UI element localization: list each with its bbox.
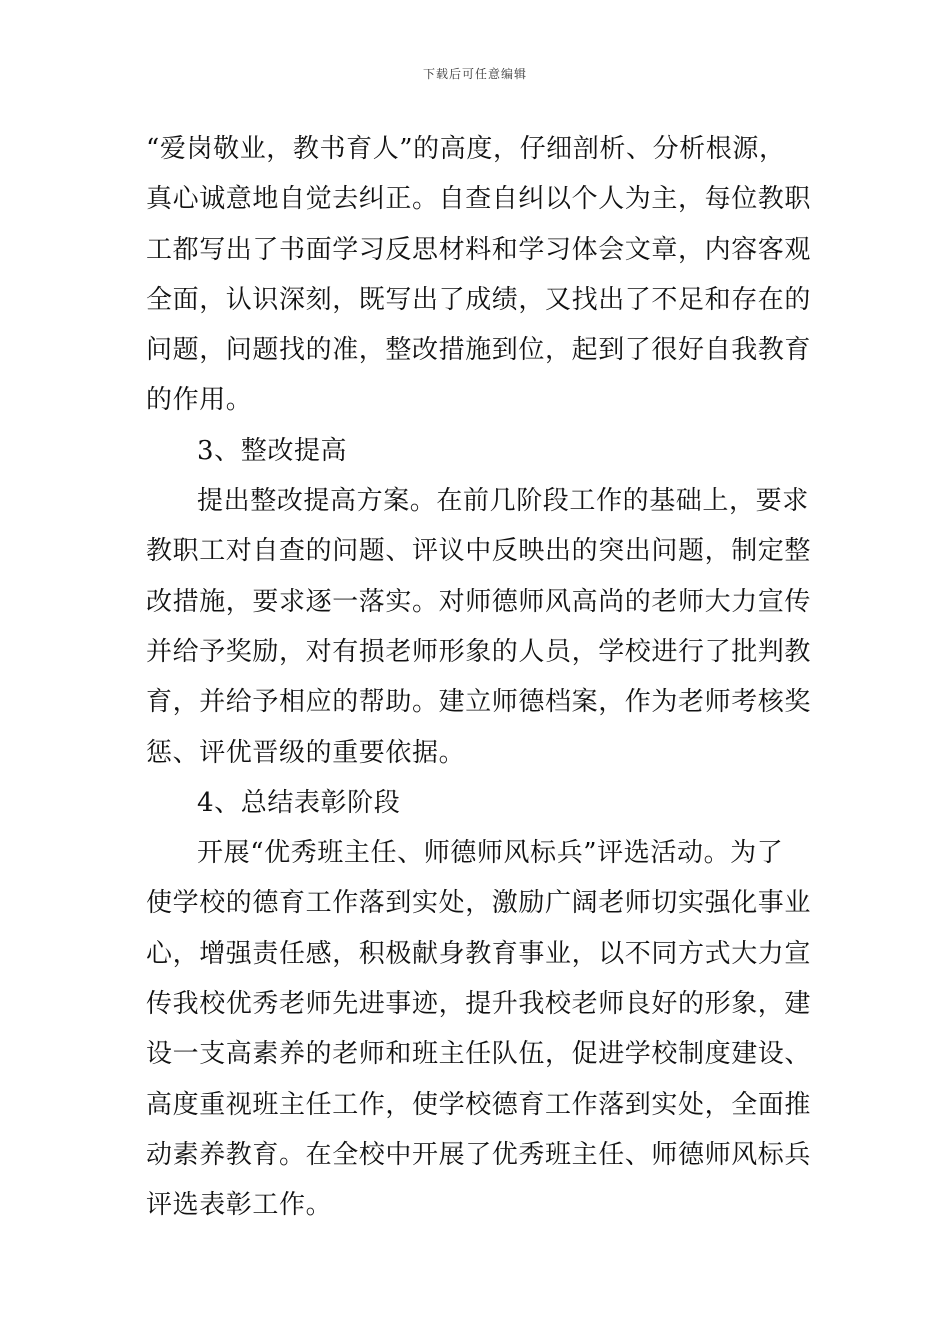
text-line: 高度重视班主任工作，使学校德育工作落到实处，全面推 [146, 1089, 812, 1120]
text-line: 改措施，要求逐一落实。对师德师风高尚的老师大力宣传 [146, 586, 812, 617]
page-header: 下载后可任意编辑 [422, 67, 527, 81]
text-line: 心，增强责任感，积极献身教育事业，以不同方式大力宣 [146, 938, 812, 969]
paragraph [146, 476, 810, 778]
section-heading [146, 426, 810, 476]
section-heading [146, 778, 810, 828]
text-line: 全面，认识深刻，既写出了成绩，又找出了不足和存在的 [146, 284, 812, 315]
paragraph [146, 828, 810, 1230]
text-line: 提出整改提高方案。在前几阶段工作的基础上，要求 [197, 486, 809, 517]
heading-text: 4、总结表彰阶段 [197, 787, 401, 818]
text-line: 工都写出了书面学习反思材料和学习体会文章，内容客观 [146, 234, 812, 265]
text-line: 真心诚意地自觉去纠正。自查自纠以个人为主，每位教职 [146, 184, 812, 215]
heading-text: 3、整改提高 [197, 435, 348, 466]
text-line: 并给予奖励，对有损老师形象的人员，学校进行了批判教 [146, 636, 812, 667]
text-line: 问题，问题找的准，整改措施到位，起到了很好自我教育 [146, 335, 812, 366]
text-line: 动素养教育。在全校中开展了优秀班主任、师德师风标兵 [146, 1139, 812, 1170]
text-line: 开展“优秀班主任、师德师风标兵”评选活动。为了 [197, 838, 784, 869]
text-line: 的作用。 [146, 385, 253, 416]
text-line: 设一支高素养的老师和班主任队伍，促进学校制度建设、 [146, 1039, 812, 1070]
paragraph [146, 124, 810, 426]
text-line: “爱岗敬业，教书育人”的高度，仔细剖析、分析根源， [146, 134, 786, 164]
text-line: 育，并给予相应的帮助。建立师德档案，作为老师考核奖 [146, 687, 812, 718]
text-line: 使学校的德育工作落到实处，激励广阔老师切实强化事业 [146, 888, 812, 919]
text-line: 传我校优秀老师先进事迹，提升我校老师良好的形象，建 [146, 989, 812, 1020]
text-line: 教职工对自查的问题、评议中反映出的突出问题，制定整 [146, 536, 812, 567]
text-line: 惩、评优晋级的重要依据。 [146, 737, 466, 768]
text-line: 评选表彰工作。 [146, 1190, 333, 1221]
document-body [146, 124, 810, 1231]
